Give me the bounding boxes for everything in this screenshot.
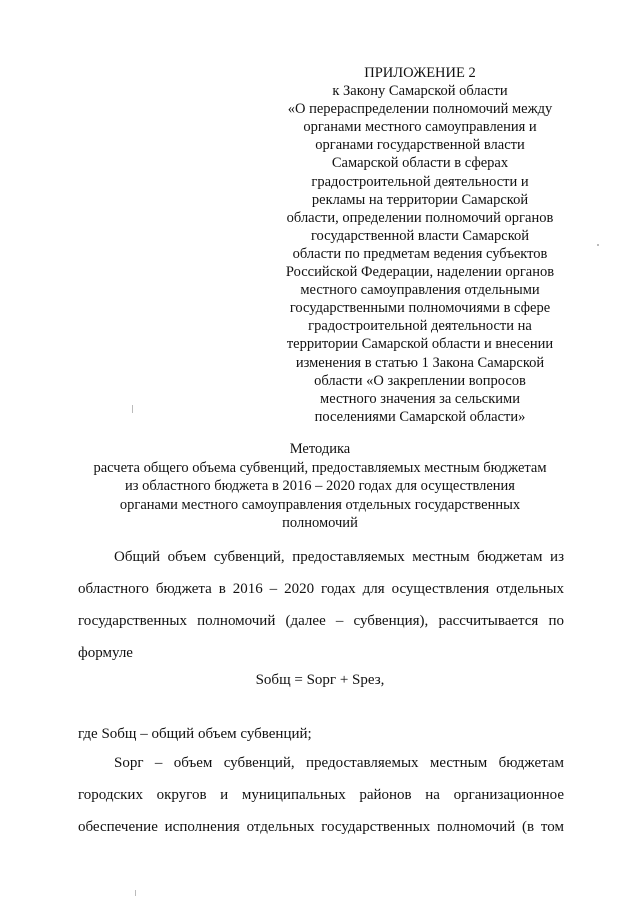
appendix-line: градостроительной деятельности на xyxy=(308,318,532,335)
methodology-heading xyxy=(60,440,580,533)
appendix-line: «О перераспределении полномочий между xyxy=(287,101,553,118)
formula: Sобщ = Sорг + Sрез, xyxy=(255,672,385,688)
methodology-subtitle-line: из областного бюджета в 2016 – 2020 годах для осуществления xyxy=(125,478,515,494)
paragraph-total-volume xyxy=(78,541,564,669)
scan-speck xyxy=(135,890,136,896)
paragraph-line: городских округов и муниципальных районов на организационное xyxy=(78,787,564,803)
methodology-title: Методика xyxy=(289,441,351,457)
appendix-header xyxy=(270,64,570,426)
paragraph-sorg-definition xyxy=(78,747,564,843)
scan-speck xyxy=(132,405,133,413)
scan-speck xyxy=(597,244,599,246)
paragraph-line: Общий объем субвенций, предоставляемых местным бюджетам из xyxy=(114,549,564,565)
appendix-line: Российской Федерации, наделении органов xyxy=(285,264,555,281)
appendix-line: поселениями Самарской области» xyxy=(314,408,526,425)
appendix-line: органами государственной власти xyxy=(315,137,525,154)
appendix-line: местного значения за сельскими xyxy=(320,390,520,407)
appendix-line: градостроительной деятельности и xyxy=(311,173,529,190)
appendix-line: изменения в статью 1 Закона Самарской xyxy=(295,354,545,371)
appendix-line: местного самоуправления отдельными xyxy=(300,282,540,299)
methodology-subtitle-line: расчета общего объема субвенций, предоставляемых местным бюджетам xyxy=(93,459,547,476)
paragraph-line: формуле xyxy=(78,645,133,661)
appendix-line: ПРИЛОЖЕНИЕ 2 xyxy=(364,65,476,81)
appendix-line: государственными полномочиями в сфере xyxy=(289,300,551,317)
methodology-subtitle-line: полномочий xyxy=(282,515,358,531)
paragraph-line: обеспечение исполнения отдельных государственных полномочий (в том xyxy=(78,819,564,835)
appendix-line: территории Самарской области и внесении xyxy=(286,336,554,353)
appendix-line: к Закону Самарской области xyxy=(332,83,508,100)
appendix-line: рекламы на территории Самарской xyxy=(311,191,529,208)
paragraph-line: Sорг – объем субвенций, предоставляемых местным бюджетам xyxy=(114,755,564,771)
methodology-subtitle-line: органами местного самоуправления отдельных государственных xyxy=(119,496,521,513)
formula-definition: где Sобщ – общий объем субвенций; xyxy=(78,726,312,742)
paragraph-line: областного бюджета в 2016 – 2020 годах для осуществления отдельных xyxy=(78,581,564,597)
appendix-line: государственной власти Самарской xyxy=(310,227,530,244)
appendix-line: органами местного самоуправления и xyxy=(303,119,537,136)
paragraph-line: государственных полномочий (далее – субвенция), рассчитывается по xyxy=(78,613,564,629)
appendix-line: области по предметам ведения субъектов xyxy=(292,245,548,262)
appendix-line: области, определении полномочий органов xyxy=(286,209,554,226)
appendix-line: области «О закреплении вопросов xyxy=(314,372,526,389)
appendix-line: Самарской области в сферах xyxy=(331,155,509,172)
